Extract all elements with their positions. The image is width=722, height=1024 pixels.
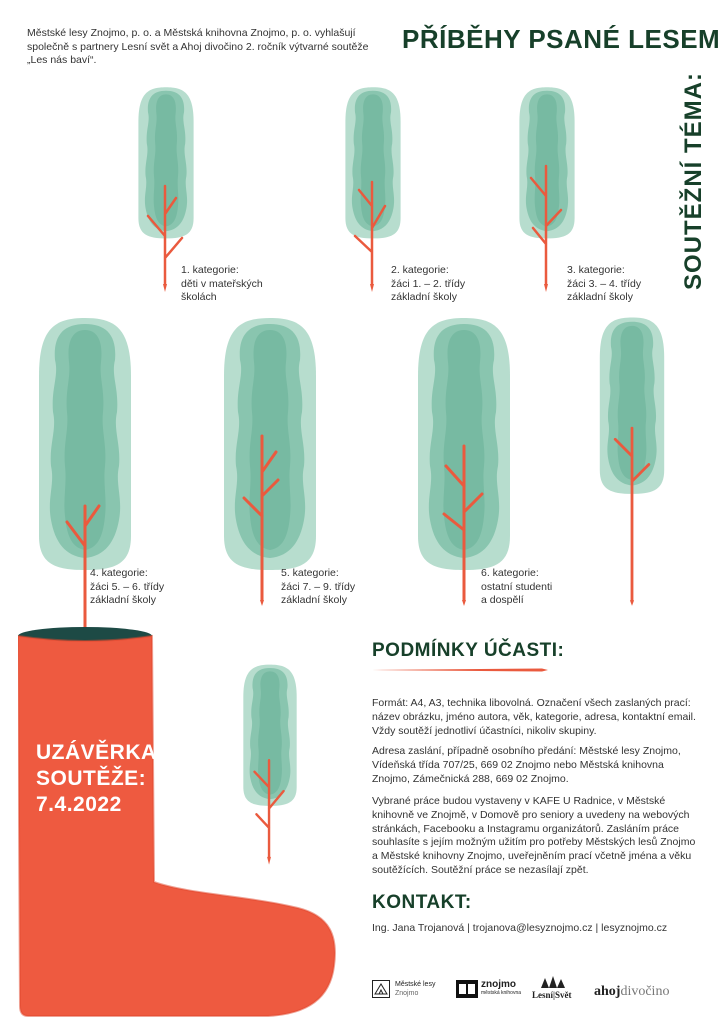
conditions-paragraph: Adresa zaslání, případně osobního předání: Městské lesy Znojmo, Vídeňská třída 707/25, 669 02 Znojmo nebo Městská knihovna Znojmo, Zámečnická 288, 669 02 Znojmo. — [372, 745, 681, 785]
category-line: žáci 3. – 4. třídy — [567, 277, 642, 290]
category-title: 3. kategorie: — [567, 264, 625, 276]
category-2 — [391, 264, 465, 305]
category-line: a dospělí — [481, 594, 524, 606]
category-line: žáci 7. – 9. třídy — [281, 580, 356, 593]
category-line: školách — [181, 291, 217, 303]
mountain-icon — [372, 980, 390, 998]
contact-info: Ing. Jana Trojanová | trojanova@lesyznojmo.cz | lesyznojmo.cz — [372, 922, 668, 934]
logo-text: ahoj — [594, 984, 621, 999]
tree-illustration — [597, 316, 667, 606]
logo-text: městská knihovna — [481, 990, 522, 996]
partner-logos — [372, 980, 707, 1010]
tree-illustration — [241, 660, 299, 870]
category-1 — [181, 264, 263, 305]
library-logo — [456, 980, 521, 998]
tree-illustration — [414, 316, 514, 606]
category-6 — [481, 567, 552, 608]
category-line: základní školy — [391, 291, 457, 303]
category-title: 5. kategorie: — [281, 567, 339, 579]
category-line: základní školy — [567, 291, 633, 303]
contact-heading: KONTAKT: — [372, 892, 472, 913]
category-4 — [90, 567, 164, 608]
ahoj-divocino-logo — [594, 984, 669, 1000]
category-line: žáci 5. – 6. třídy — [90, 580, 165, 593]
deadline-line: SOUTĚŽE: — [36, 767, 147, 790]
category-title: 4. kategorie: — [90, 567, 148, 579]
mlz-logo — [372, 980, 435, 998]
trees-icon — [537, 976, 567, 988]
logo-text: Lesní|Svět — [532, 990, 572, 1000]
category-title: 6. kategorie: — [481, 567, 539, 579]
category-line: základní školy — [281, 594, 347, 606]
category-line: žáci 1. – 2. třídy — [391, 277, 466, 290]
page-title: PŘÍBĚHY PSANÉ LESEM — [402, 24, 721, 54]
lesni-svet-logo — [532, 976, 572, 1000]
book-icon — [456, 980, 478, 998]
deadline-date: 7.4.2022 — [36, 793, 122, 816]
category-3 — [567, 264, 641, 305]
logo-text: znojmo — [481, 979, 516, 990]
pencil-underline — [372, 666, 548, 674]
category-title: 2. kategorie: — [391, 264, 449, 276]
intro-text: Městské lesy Znojmo, p. o. a Městská knihovna Znojmo, p. o. vyhlašují společně s partnery Lesní svět a Ahoj divočino 2. ročník výtvarné soutěže „Les nás baví“. — [27, 27, 369, 66]
conditions-paragraph: Formát: A4, A3, technika libovolná. Označení všech zaslaných prací: název obrázku, jméno autora, věk, kategorie, adresa, kontaktní email. Vždy soutěží jednotliví účastníci, nikoliv skupiny. — [372, 697, 696, 737]
theme-label: SOUTĚŽNÍ TÉMA: — [680, 72, 707, 290]
deadline-line: UZÁVĚRKA — [36, 741, 157, 764]
conditions-heading: PODMÍNKY ÚČASTI: — [372, 640, 565, 661]
conditions-paragraph: Vybrané práce budou vystaveny v KAFE U Radnice, v Městské knihovně ve Znojmě, v Domově pro seniory a uvedeny na webových stránkách, Facebooku a Instagramu organizátorů. Zasláním práce souhlasíte s jejím možným užitím pro potřeby Městských lesů Znojmo a Městské knihovny Znojmo, uveřejněním prací včetně jména a věku soutěžících. Soutěžní práce se nezasílají zpět. — [372, 795, 696, 876]
logo-text: divočino — [620, 984, 670, 999]
category-line: ostatní studenti — [481, 580, 553, 593]
category-line: základní školy — [90, 594, 156, 606]
category-line: děti v mateřských — [181, 277, 263, 290]
category-5 — [281, 567, 355, 608]
logo-text: Městské lesy — [395, 981, 436, 988]
category-title: 1. kategorie: — [181, 264, 239, 276]
deadline-box — [36, 740, 157, 818]
logo-text: Znojmo — [395, 990, 419, 997]
tree-illustration — [220, 316, 320, 606]
